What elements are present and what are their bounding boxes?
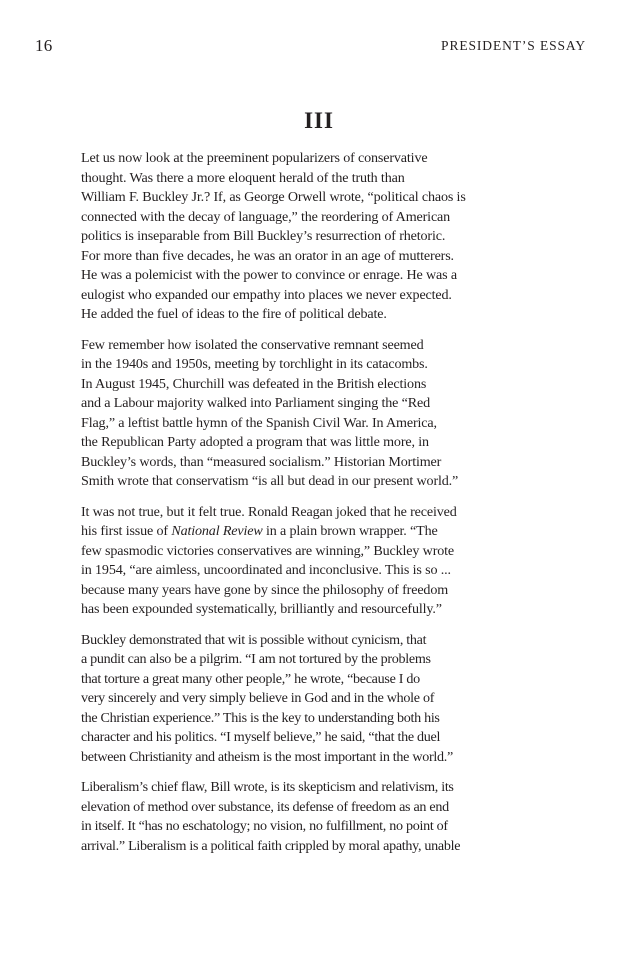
essay-body [81, 149, 551, 867]
text-line: Liberalism’s chief flaw, Bill wrote, is its skepticism and relativism, its [81, 779, 454, 795]
text-line: elevation of method over substance, its defense of freedom as an end [81, 798, 449, 815]
text-line: For more than five decades, he was an orator in an age of mutterers. [81, 247, 454, 264]
text-line: and a Labour majority walked into Parliament singing the “Red [81, 395, 430, 411]
page-number: 16 [35, 36, 53, 55]
text-line: Smith wrote that conservatism “is all but dead in our present world.” [81, 473, 459, 489]
text-line: Buckley demonstrated that wit is possible without cynicism, that [81, 631, 427, 648]
text-line: in 1954, “are aimless, uncoordinated and inconclusive. This is so ... [81, 562, 451, 578]
text-line: eulogist who expanded our empathy into places we never expected. [81, 286, 452, 303]
text-line: In August 1945, Churchill was defeated in the British elections [81, 375, 427, 392]
text-line: in itself. It “has no eschatology; no vision, no fulfillment, no point of [81, 818, 448, 834]
text-line: It was not true, but it felt true. Ronald Reagan joked that he received [81, 503, 457, 520]
text-line: arrival.” Liberalism is a political faith crippled by moral apathy, unable [81, 837, 461, 854]
text-line: Few remember how isolated the conservative remnant seemed [81, 336, 424, 353]
paragraph [81, 149, 551, 325]
text-line: the Republican Party adopted a program that was little more, in [81, 434, 429, 450]
text-run: in a plain brown wrapper. “The [262, 523, 438, 539]
section-heading: III [304, 108, 334, 133]
text-line: William F. Buckley Jr.? If, as George Orwell wrote, “political chaos is [81, 189, 466, 205]
publication-title: National Review [171, 523, 263, 539]
text-line: in the 1940s and 1950s, meeting by torchlight in its catacombs. [81, 356, 428, 372]
text-line: He added the fuel of ideas to the fire of political debate. [81, 306, 387, 322]
text-line: between Christianity and atheism is the most important in the world.” [81, 748, 453, 765]
text-line: Let us now look at the preeminent popularizers of conservative [81, 150, 428, 166]
paragraph [81, 778, 551, 856]
text-line: thought. Was there a more eloquent herald of the truth than [81, 169, 405, 186]
text-line: a pundit can also be a pilgrim. “I am not tortured by the problems [81, 651, 431, 667]
text-run: his first issue of [81, 523, 172, 539]
text-line: because many years have gone by since the philosophy of freedom [81, 581, 449, 598]
paragraph [81, 503, 551, 620]
text-line: few spasmodic victories conservatives are winning,” Buckley wrote [81, 542, 455, 559]
text-line: that torture a great many other people,” he wrote, “because I do [81, 670, 420, 687]
text-line: the Christian experience.” This is the key to understanding both his [81, 709, 440, 726]
text-line: character and his politics. “I myself believe,” he said, “that the duel [81, 729, 441, 745]
running-head: PRESIDENT’S ESSAY [441, 38, 586, 53]
paragraph [81, 631, 551, 768]
text-line: connected with the decay of language,” the reordering of American [81, 208, 451, 225]
text-line: very sincerely and very simply believe in God and in the whole of [81, 690, 435, 706]
text-line: He was a polemicist with the power to convince or enrage. He was a [81, 267, 457, 283]
text-line: Flag,” a leftist battle hymn of the Spanish Civil War. In America, [81, 414, 437, 431]
text-line: politics is inseparable from Bill Buckley’s resurrection of rhetoric. [81, 228, 446, 244]
text-line: Buckley’s words, than “measured socialism.” Historian Mortimer [81, 453, 442, 470]
text-line [81, 522, 551, 542]
paragraph [81, 336, 551, 492]
text-line: has been expounded systematically, brilliantly and resourcefully.” [81, 601, 442, 617]
